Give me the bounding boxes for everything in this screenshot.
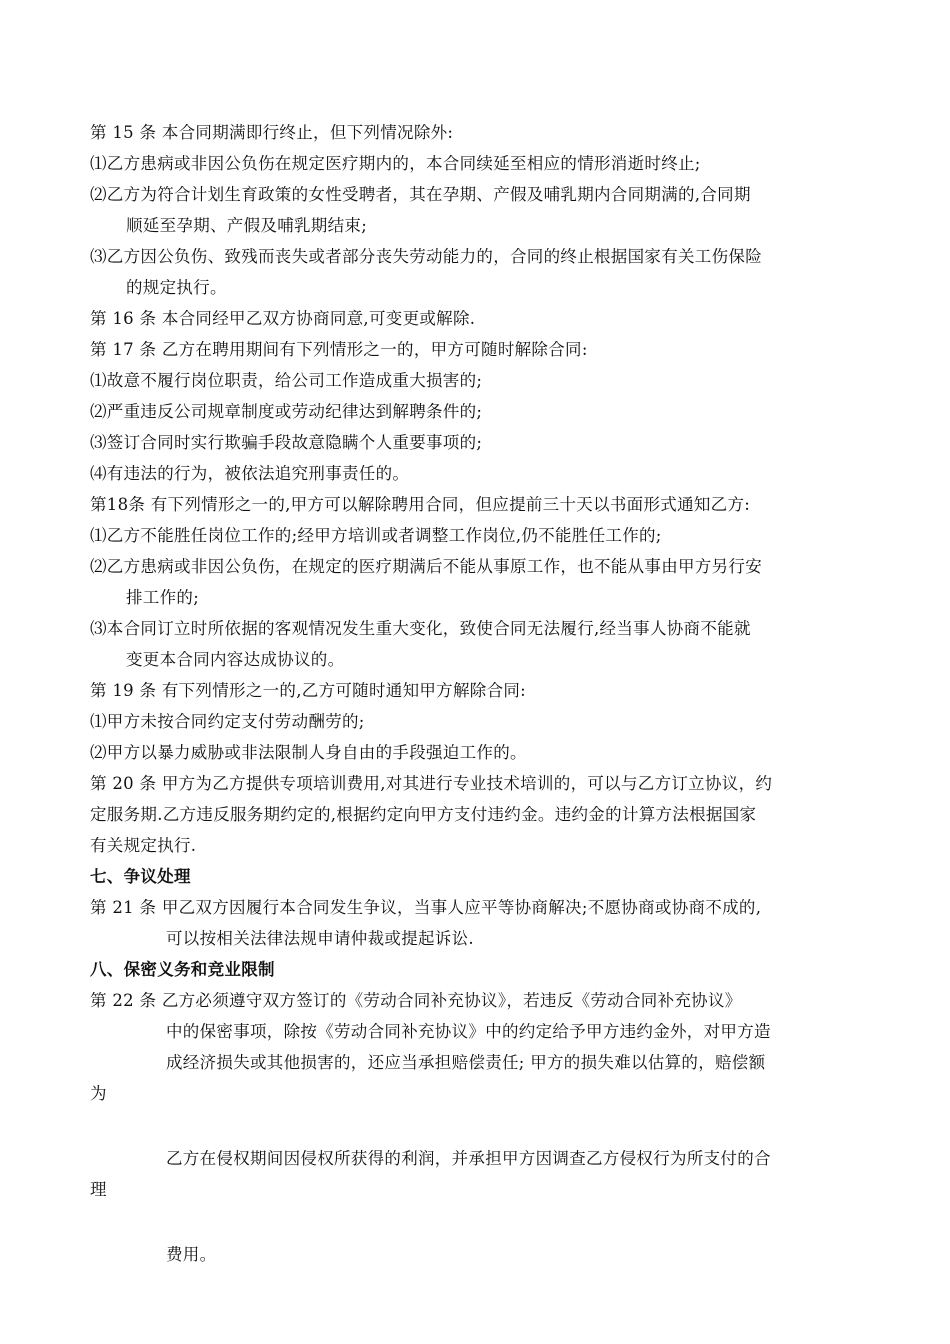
article-15-item-1: ⑴乙方患病或非因公负伤在规定医疗期内的，本合同续延至相应的情形消逝时终止; bbox=[90, 154, 701, 173]
article-20-line-2: 定服务期.乙方违反服务期约定的,根据约定向甲方支付违约金。违约金的计算方法根据国家 bbox=[90, 805, 757, 824]
article-17-item-1: ⑴故意不履行岗位职责，给公司工作造成重大损害的; bbox=[90, 371, 483, 390]
article-19-item-1: ⑴甲方未按合同约定支付劳动酬劳的; bbox=[90, 712, 365, 731]
document-body bbox=[90, 117, 865, 1270]
article-21-line-1: 第 21 条 甲乙双方因履行本合同发生争议，当事人应平等协商解决;不愿协商或协商不成的, bbox=[90, 898, 762, 917]
section-8-heading: 八、保密义务和竞业限制 bbox=[90, 960, 275, 979]
article-22-line-7: 费用。 bbox=[166, 1245, 217, 1264]
article-17-heading: 第 17 条 乙方在聘用期间有下列情形之一的，甲方可随时解除合同: bbox=[90, 340, 588, 359]
article-18-item-3: ⑶本合同订立时所依据的客观情况发生重大变化，致使合同无法履行,经当事人协商不能就 bbox=[90, 619, 751, 638]
article-15-item-2-cont: 顺延至孕期、产假及哺乳期结束; bbox=[126, 216, 368, 235]
article-15-heading: 第 15 条 本合同期满即行终止，但下列情况除外: bbox=[90, 123, 454, 142]
article-22-line-5: 乙方在侵权期间因侵权所获得的利润，并承担甲方因调查乙方侵权行为所支付的合 bbox=[166, 1149, 771, 1168]
article-18-item-1: ⑴乙方不能胜任岗位工作的;经甲方培训或者调整工作岗位,仍不能胜任工作的; bbox=[90, 526, 662, 545]
article-19-item-2: ⑵甲方以暴力威胁或非法限制人身自由的手段强迫工作的。 bbox=[90, 743, 527, 762]
article-17-item-2: ⑵严重违反公司规章制度或劳动纪律达到解聘条件的; bbox=[90, 402, 483, 421]
article-18-item-2-cont: 排工作的; bbox=[126, 588, 200, 607]
article-19-heading: 第 19 条 有下列情形之一的,乙方可随时通知甲方解除合同: bbox=[90, 681, 527, 700]
article-20-line-3: 有关规定执行. bbox=[90, 836, 197, 855]
article-22-line-6: 理 bbox=[90, 1180, 107, 1199]
article-17-item-4: ⑷有违法的行为，被依法追究刑事责任的。 bbox=[90, 464, 410, 483]
article-22-line-1: 第 22 条 乙方必须遵守双方签订的《劳动合同补充协议》，若违反《劳动合同补充协议》 bbox=[90, 991, 742, 1010]
article-22-line-3: 成经济损失或其他损害的，还应当承担赔偿责任; 甲方的损失难以估算的，赔偿额 bbox=[166, 1053, 766, 1072]
article-21-line-2: 可以按相关法律法规申请仲裁或提起诉讼. bbox=[166, 929, 474, 948]
blank-gap bbox=[90, 1205, 865, 1239]
article-15-item-3-cont: 的规定执行。 bbox=[126, 278, 227, 297]
article-18-heading: 第18条 有下列情形之一的,甲方可以解除聘用合同，但应提前三十天以书面形式通知乙方: bbox=[90, 495, 751, 514]
section-7-heading: 七、争议处理 bbox=[90, 867, 191, 886]
article-18-item-2: ⑵乙方患病或非因公负伤，在规定的医疗期满后不能从事原工作，也不能从事由甲方另行安 bbox=[90, 557, 762, 576]
article-18-item-3-cont: 变更本合同内容达成协议的。 bbox=[126, 650, 345, 669]
article-20-line-1: 第 20 条 甲方为乙方提供专项培训费用,对其进行专业技术培训的，可以与乙方订立协议，约 bbox=[90, 774, 773, 793]
article-16: 第 16 条 本合同经甲乙双方协商同意,可变更或解除. bbox=[90, 309, 476, 328]
article-15-item-2: ⑵乙方为符合计划生育政策的女性受聘者，其在孕期、产假及哺乳期内合同期满的,合同期 bbox=[90, 185, 751, 204]
article-22-line-4: 为 bbox=[90, 1084, 107, 1103]
blank-gap bbox=[90, 1109, 865, 1143]
article-22-line-2: 中的保密事项，除按《劳动合同补充协议》中的约定给予甲方违约金外，对甲方造 bbox=[166, 1022, 771, 1041]
article-15-item-3: ⑶乙方因公负伤、致残而丧失或者部分丧失劳动能力的，合同的终止根据国家有关工伤保险 bbox=[90, 247, 762, 266]
article-17-item-3: ⑶签订合同时实行欺骗手段故意隐瞒个人重要事项的; bbox=[90, 433, 483, 452]
